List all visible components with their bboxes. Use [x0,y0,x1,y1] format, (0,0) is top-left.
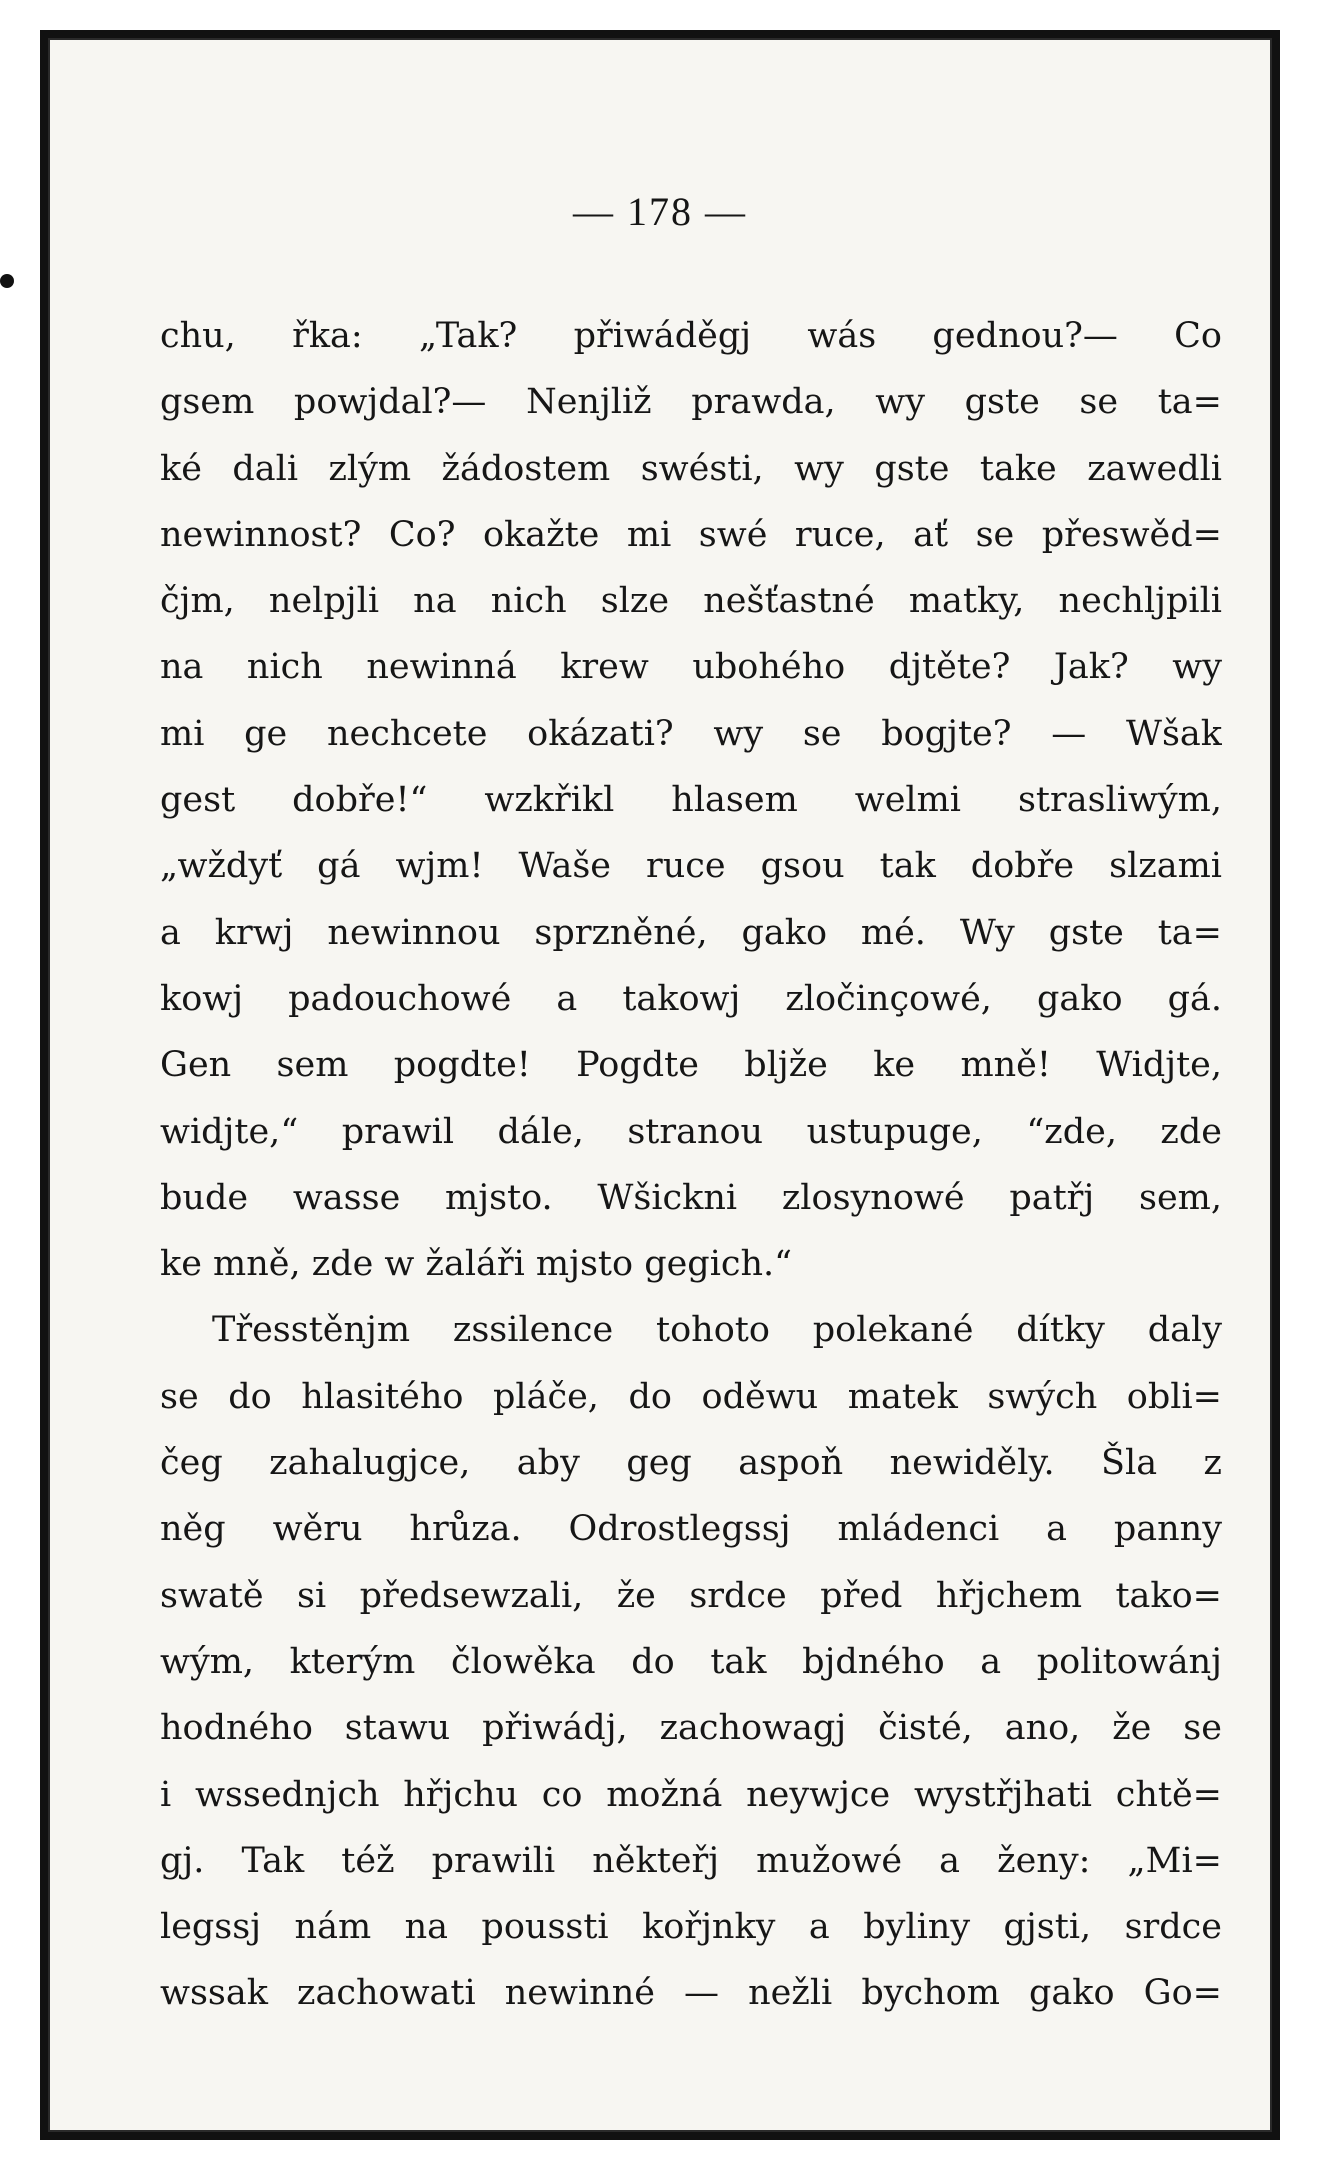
text-line-9: „wždyť gá wjm! Waše ruce gsou tak dobře slzami [160,846,1222,887]
text-line-1: chu, řka: „Tak? přiwáděgj wás gednou?— Co [160,316,1222,356]
text-line-13: widjte,“ prawil dále, stranou ustupuge, “zde, zde [160,1111,1222,1152]
text-line-25: legssj nám na poussti kořjnky a byliny gjsti, srdce [160,1907,1222,1948]
page-number: — 178 — [573,189,747,234]
text-line-24: gj. Tak též prawili někteřj mužowé a ženy: „Mi= [160,1840,1222,1881]
text-line-6: na nich newinná krew ubohého djtěte? Jak? wy [160,647,1222,688]
text-line-8: gest dobře!“ wzkřikl hlasem welmi strasliwým, [160,780,1222,821]
text-line-2: gsem powjdal?— Nenjliž prawda, wy gste se ta= [160,382,1222,423]
page-edge-mark [0,274,14,288]
text-line-23: i wssednjch hřjchu co možná neywjce wystřjhati chtě= [160,1774,1222,1815]
text-line-16: Třesstěnjm zssilence tohoto polekané dítky daly [212,1310,1222,1351]
text-line-19: něg wěru hrůza. Odrostlegssj mládenci a panny [160,1509,1222,1550]
text-line-4: newinnost? Co? okažte mi swé ruce, ať se přeswěd= [160,514,1222,555]
book-page [40,30,1280,2140]
body-text [160,303,1222,2027]
text-line-10: a krwj newinnou sprzněné, gako mé. Wy gste ta= [160,912,1222,953]
text-line-22: hodného stawu přiwádj, zachowagj čisté, ano, že se [160,1708,1222,1749]
text-line-17: se do hlasitého pláče, do oděwu matek swých obli= [160,1376,1222,1417]
text-line-3: ké dali zlým žádostem swésti, wy gste take zawedli [160,448,1222,489]
text-line-12: Gen sem pogdte! Pogdte bljže ke mně! Widjte, [160,1045,1222,1086]
text-line-21: wým, kterým člowěka do tak bjdného a politowánj [160,1641,1222,1682]
text-line-18: čeg zahalugjce, aby geg aspoň newiděly. Šla z [160,1443,1222,1484]
text-line-20: swatě si předsewzali, že srdce před hřjchem tako= [160,1575,1222,1616]
text-line-7: mi ge nechcete okázati? wy se bogjte? — Wšak [160,713,1222,754]
text-line-5: čjm, nelpjli na nich slze nešťastné matky, nechljpili [160,581,1222,622]
text-line-11: kowj padouchowé a takowj zločinçowé, gako gá. [160,978,1222,1019]
text-line-14: bude wasse mjsto. Wšickni zlosynowé patřj sem, [160,1177,1222,1218]
text-line-15: ke mně, zde w žaláři mjsto gegich.“ [160,1244,793,1285]
text-line-26: wssak zachowati newinné — nežli bychom gako Go= [160,1973,1222,2014]
